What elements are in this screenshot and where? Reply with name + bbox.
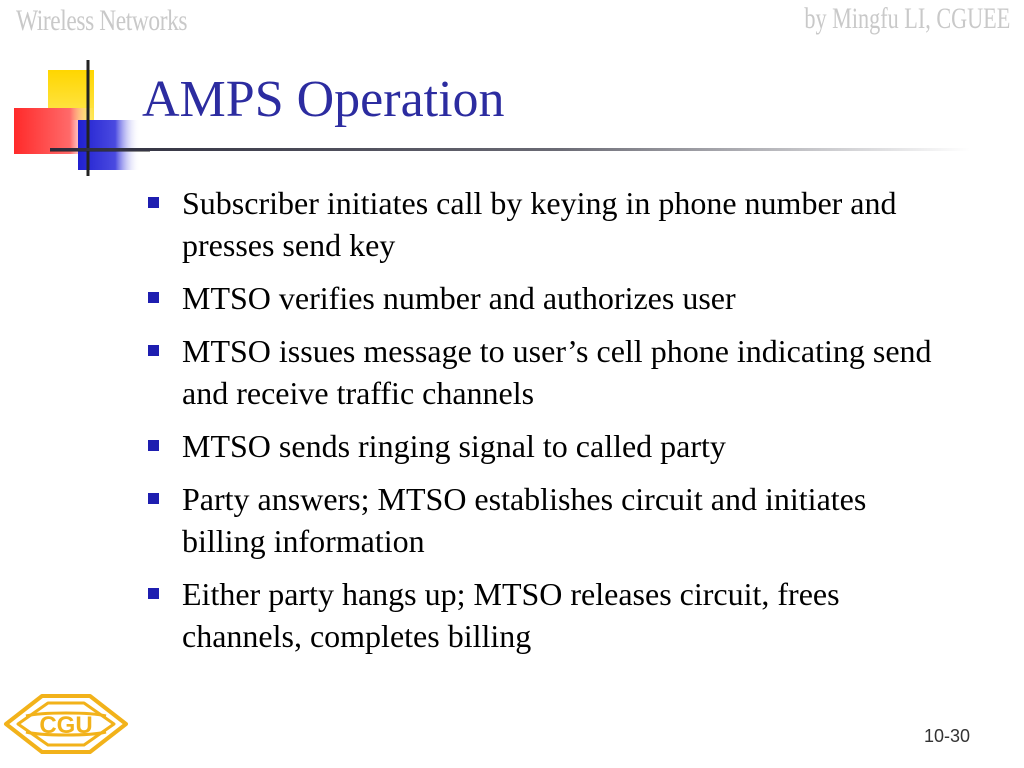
list-item	[148, 182, 948, 266]
page-number: 10-30	[923, 726, 970, 746]
bullet-text: Subscriber initiates call by keying in phone number and presses send key	[182, 185, 897, 263]
bullet-list	[148, 182, 948, 668]
title-divider	[50, 148, 970, 151]
square-bullet-icon	[148, 292, 159, 303]
square-bullet-icon	[148, 197, 159, 208]
list-item	[148, 573, 948, 657]
bullet-text: Either party hangs up; MTSO releases circuit, frees channels, completes billing	[182, 576, 840, 654]
course-title-header: Wireless Networks	[16, 4, 188, 37]
list-item	[148, 425, 948, 467]
bullet-text: MTSO verifies number and authorizes user	[182, 280, 736, 316]
slide-title: AMPS Operation	[142, 71, 505, 128]
author-header: by Mingfu LI, CGUEE	[804, 2, 1010, 35]
bullet-text: MTSO sends ringing signal to called party	[182, 428, 726, 464]
list-item	[148, 330, 948, 414]
list-item	[148, 478, 948, 562]
logo-text: CGU	[39, 712, 93, 739]
list-item	[148, 277, 948, 319]
square-bullet-icon	[148, 493, 159, 504]
decorative-squares-icon	[0, 0, 160, 180]
square-bullet-icon	[148, 440, 159, 451]
bullet-text: Party answers; MTSO establishes circuit and initiates billing information	[182, 481, 867, 559]
bullet-text: MTSO issues message to user’s cell phone indicating send and receive traffic channels	[182, 333, 932, 411]
square-bullet-icon	[148, 345, 159, 356]
square-bullet-icon	[148, 588, 159, 599]
cgu-logo-icon	[2, 686, 130, 762]
